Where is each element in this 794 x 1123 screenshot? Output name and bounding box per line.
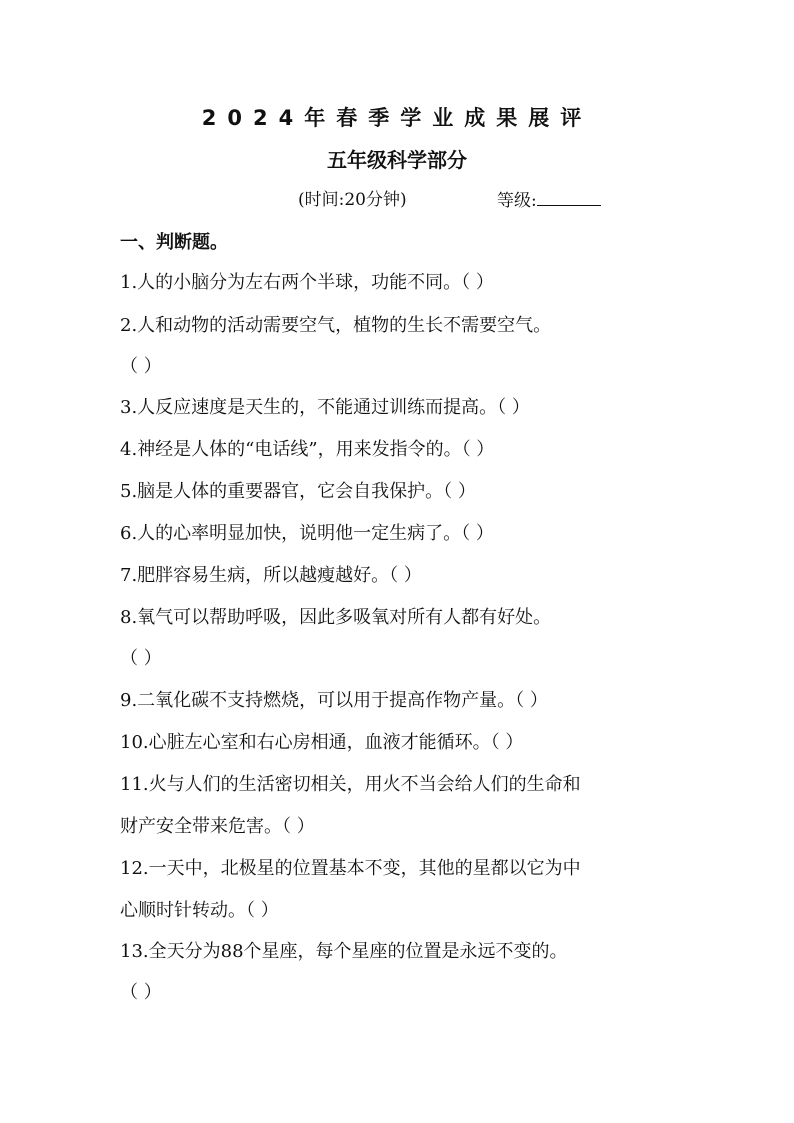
question-line: 13.全天分为88个星座，每个星座的位置是永远不变的。 bbox=[120, 941, 568, 962]
question-line: 10.心脏左心室和右心房相通，血液才能循环。（ ） bbox=[120, 732, 524, 753]
page-subtitle: 五年级科学部分 bbox=[327, 148, 467, 172]
question-6 bbox=[120, 513, 680, 554]
question-line: 11.火与人们的生活密切相关，用火不当会给人们的生命和 bbox=[120, 774, 581, 795]
question-line: 7.肥胖容易生病，所以越瘦越好。（ ） bbox=[120, 565, 422, 586]
question-line: 3.人反应速度是天生的，不能通过训练而提高。（ ） bbox=[120, 397, 530, 418]
question-line: 5.脑是人体的重要器官，它会自我保护。（ ） bbox=[120, 481, 476, 502]
question-line: 1.人的小脑分为左右两个半球，功能不同。（ ） bbox=[120, 272, 494, 293]
question-line: 12.一天中，北极星的位置基本不变，其他的星都以它为中 bbox=[120, 858, 581, 879]
section-heading: 一、判断题。 bbox=[120, 232, 228, 253]
grade-blank[interactable] bbox=[537, 187, 601, 206]
question-10 bbox=[120, 722, 680, 763]
question-4 bbox=[120, 429, 680, 470]
question-line: 6.人的心率明显加快，说明他一定生病了。（ ） bbox=[120, 523, 494, 544]
question-3 bbox=[120, 387, 680, 428]
question-11 bbox=[120, 764, 680, 805]
question-11-cont bbox=[120, 806, 680, 847]
question-line: （ ） bbox=[120, 982, 162, 1003]
grade-field bbox=[497, 187, 601, 214]
question-line: 8.氧气可以帮助呼吸，因此多吸氧对所有人都有好处。 bbox=[120, 607, 552, 628]
question-2 bbox=[120, 305, 680, 346]
question-13-cont bbox=[120, 972, 680, 1013]
question-line: 2.人和动物的活动需要空气，植物的生长不需要空气。 bbox=[120, 315, 552, 336]
question-13 bbox=[120, 931, 680, 972]
question-line: （ ） bbox=[120, 356, 162, 377]
question-9 bbox=[120, 680, 680, 721]
question-12 bbox=[120, 848, 680, 889]
question-7 bbox=[120, 555, 680, 596]
question-2-cont bbox=[120, 346, 680, 387]
question-line: 4.神经是人体的“电话线”，用来发指令的。（ ） bbox=[120, 439, 495, 460]
question-line: （ ） bbox=[120, 648, 162, 669]
question-8-cont bbox=[120, 638, 680, 679]
question-line: 9.二氧化碳不支持燃烧，可以用于提高作物产量。（ ） bbox=[120, 690, 548, 711]
question-line: 心顺时针转动。（ ） bbox=[120, 900, 279, 921]
grade-label: 等级: bbox=[497, 191, 537, 211]
question-line: 财产安全带来危害。（ ） bbox=[120, 816, 315, 837]
page-title: 2024年春季学业成果展评 bbox=[201, 106, 593, 130]
question-12-cont bbox=[120, 890, 680, 931]
time-limit: (时间:20分钟) bbox=[298, 190, 407, 210]
question-8 bbox=[120, 597, 680, 638]
question-1 bbox=[120, 262, 680, 303]
question-5 bbox=[120, 471, 680, 512]
